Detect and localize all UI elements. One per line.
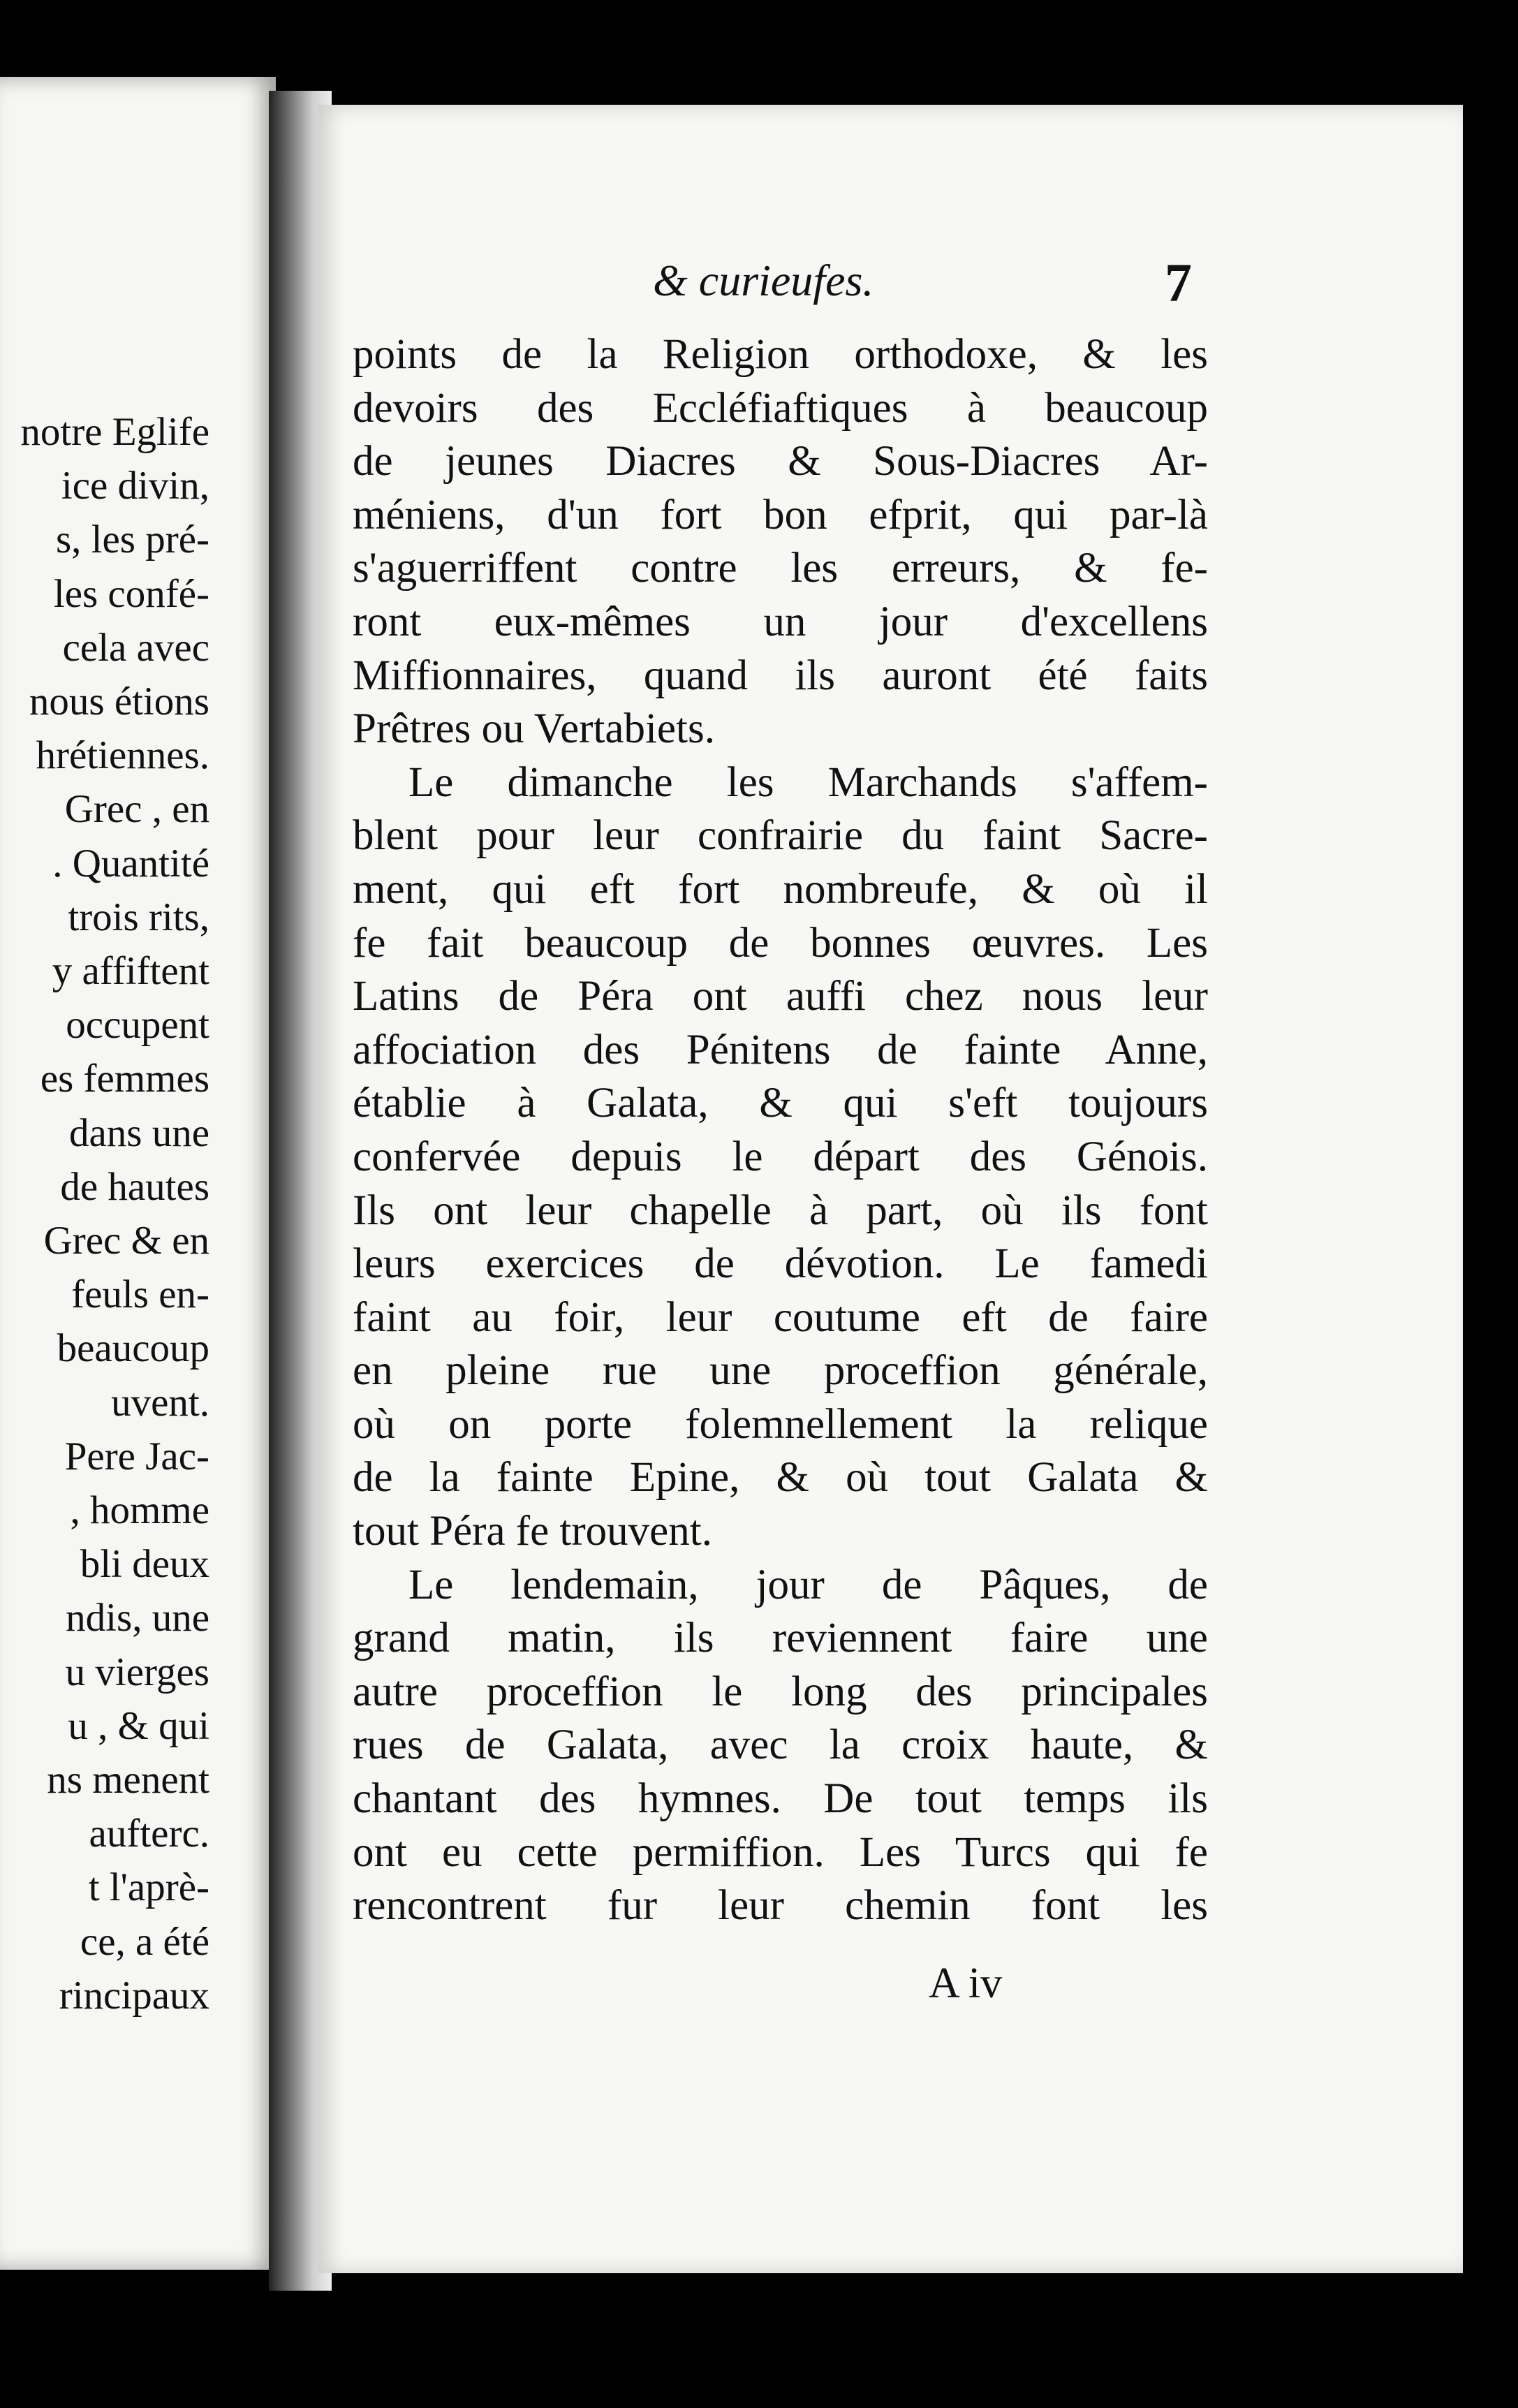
left-page-line: y affiftent (52, 949, 209, 994)
text-line: tout Péra fe trouvent. (353, 1508, 712, 1555)
left-page-line: bli deux (80, 1542, 209, 1587)
left-page-line: s, les pré- (55, 517, 209, 562)
text-line: faint au foir, leur coutume eft de faire (353, 1293, 1208, 1341)
text-line: Latins de Péra ont auffi chez nous leur (353, 973, 1208, 1020)
text-line: méniens, d'un fort bon efprit, qui par-là (353, 491, 1208, 538)
left-page-line: . Quantité (52, 841, 209, 886)
text-line: blent pour leur confrairie du faint Sacre- (353, 812, 1208, 860)
left-page-line: feuls en- (71, 1272, 209, 1317)
text-line: en pleine rue une proceffion générale, (353, 1347, 1208, 1395)
left-page-line: dans une (68, 1110, 209, 1155)
text-line: Prêtres ou Vertabiets. (353, 705, 715, 753)
left-page-line: rincipaux (59, 1973, 209, 2018)
left-page-line: u , & qui (68, 1703, 209, 1748)
text-line: ont eu cette permiffion. Les Turcs qui fe (353, 1828, 1208, 1876)
left-page-line: ndis, une (66, 1596, 209, 1640)
left-page-line: les confé- (53, 571, 209, 616)
left-page-line: , homme (70, 1488, 209, 1533)
left-page-line: u vierges (65, 1650, 209, 1694)
left-page-line: trois rits, (68, 895, 209, 939)
text-line: devoirs des Eccléfiaftiques à beaucoup (353, 384, 1208, 432)
left-page-line: ice divin, (61, 464, 209, 508)
text-line: s'aguerriffent contre les erreurs, & fe- (353, 545, 1208, 592)
left-page-line: Pere Jac- (64, 1434, 209, 1478)
running-head: & curieufes. (653, 256, 874, 305)
page-number: 7 (1165, 252, 1192, 313)
left-page-line: ce, a été (80, 1919, 209, 1964)
left-page-line: ns menent (47, 1758, 209, 1803)
left-page-line: uvent. (111, 1380, 209, 1425)
text-line: de la fainte Epine, & où tout Galata & (353, 1454, 1208, 1502)
left-page-line: occupent (66, 1003, 209, 1048)
text-line: Le lendemain, jour de Pâques, de (408, 1561, 1208, 1608)
text-line: chantant des hymnes. De tout temps ils (353, 1775, 1208, 1823)
text-line: de jeunes Diacres & Sous-Diacres Ar- (353, 438, 1208, 485)
text-line: Miffionnaires, quand ils auront été faits (353, 652, 1208, 699)
text-line: points de la Religion orthodoxe, & les (353, 331, 1208, 378)
left-page-line: Grec , en (64, 787, 209, 832)
text-line: rues de Galata, avec la croix haute, & (353, 1721, 1208, 1769)
left-page-line: beaucoup (57, 1326, 209, 1371)
left-page-line: t l'aprè- (88, 1865, 209, 1910)
text-line: grand matin, ils reviennent faire une (353, 1615, 1208, 1662)
text-line: établie à Galata, & qui s'eft toujours (353, 1080, 1208, 1127)
text-line: où on porte folemnellement la relique (353, 1400, 1208, 1448)
text-line: fe fait beaucoup de bonnes œuvres. Les (353, 919, 1208, 967)
signature-mark: A iv (929, 1960, 1003, 2007)
left-page-line: aufterc. (89, 1812, 209, 1856)
text-line: ment, qui eft fort nombreufe, & où il (353, 865, 1208, 913)
text-line: ront eux-mêmes un jour d'excellens (353, 598, 1208, 645)
left-page-text (0, 405, 209, 2022)
text-line: autre proceffion le long des principales (353, 1668, 1208, 1715)
left-page-line: es femmes (40, 1057, 209, 1101)
text-line: Le dimanche les Marchands s'affem- (408, 758, 1208, 806)
text-line: Ils ont leur chapelle à part, où ils font (353, 1187, 1208, 1234)
left-page-line: Grec & en (43, 1219, 209, 1263)
text-line: affociation des Pénitens de fainte Anne, (353, 1026, 1208, 1073)
text-line: leurs exercices de dévotion. Le famedi (353, 1240, 1208, 1288)
body-text (353, 328, 1208, 1933)
left-page-line: hrétiennes. (36, 733, 209, 778)
left-page-line: de hautes (60, 1164, 209, 1209)
text-line: rencontrent fur leur chemin font les (353, 1882, 1208, 1930)
left-page (0, 77, 276, 2270)
text-line: confervée depuis le départ des Génois. (353, 1133, 1208, 1180)
left-page-line: notre Eglife (20, 410, 209, 454)
left-page-line: cela avec (62, 625, 209, 670)
left-page-line: nous étions (29, 680, 209, 724)
